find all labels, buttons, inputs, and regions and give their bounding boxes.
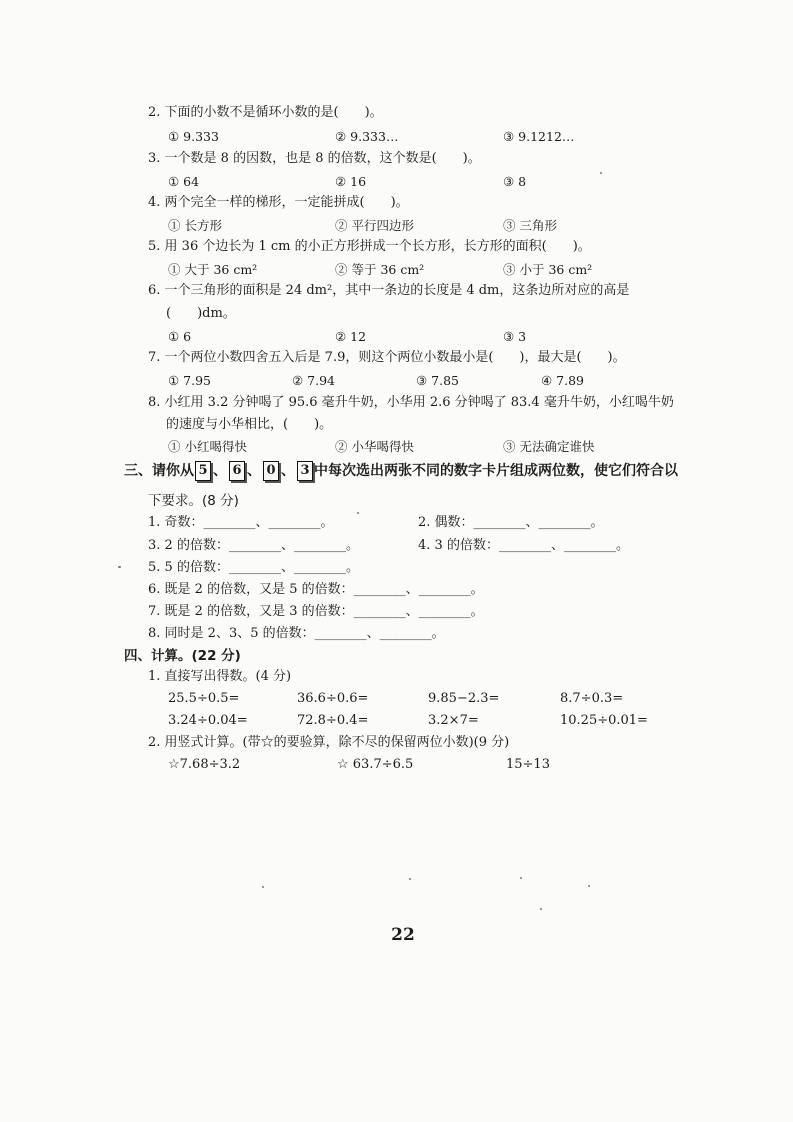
calc-item: 8.7÷0.3= <box>560 691 624 706</box>
scan-speck <box>357 512 359 514</box>
section-3-points: 下要求。(8 分) <box>148 493 239 509</box>
q2-option-3: ③ 9.1212… <box>503 129 575 144</box>
calc-item: 3.24÷0.04= <box>168 713 248 728</box>
section-4-heading <box>124 646 241 666</box>
q5-option-3: ③ 小于 36 cm² <box>503 262 593 277</box>
vertical-calc-item: ☆ 63.7÷6.5 <box>337 757 414 772</box>
sec3-item-8: 8. 同时是 2、3、5 的倍数：________、________。 <box>148 626 445 641</box>
vertical-calc-item: ☆7.68÷3.2 <box>168 757 241 772</box>
page-number: 22 <box>391 925 415 945</box>
scan-speck <box>409 878 411 880</box>
question-4-stem: 4. 两个完全一样的梯形，一定能拼成( )。 <box>148 195 409 210</box>
q4-option-1: ① 长方形 <box>168 218 222 233</box>
calc-item: 9.85−2.3= <box>428 691 500 706</box>
q2-option-2: ② 9.333… <box>335 129 399 144</box>
section-3-prefix: 三、请你从 <box>124 463 194 479</box>
sec3-item-2: 2. 偶数：________、________。 <box>418 515 604 530</box>
scan-speck <box>520 877 522 879</box>
card-separator: 、 <box>213 463 227 479</box>
q3-option-3: ③ 8 <box>503 174 527 189</box>
q6-option-3: ③ 3 <box>503 329 527 344</box>
q2-option-1: ① 9.333 <box>168 129 219 144</box>
calc-item: 25.5÷0.5= <box>168 691 240 706</box>
sec3-item-5: 5. 5 的倍数：________、________。 <box>148 560 359 575</box>
q8-option-1: ① 小红喝得快 <box>168 439 247 454</box>
card-separator: 、 <box>247 463 261 479</box>
digit-card-0: 0 <box>263 461 279 481</box>
calc-item: 10.25÷0.01= <box>560 713 648 728</box>
sec3-item-1: 1. 奇数：________、________。 <box>148 515 334 530</box>
sec3-item-7: 7. 既是 2 的倍数，又是 3 的倍数：________、________。 <box>148 604 484 619</box>
q7-option-3: ③ 7.85 <box>416 373 460 388</box>
section-4-title: 四、计算。(22 分) <box>124 648 241 664</box>
sec3-item-6: 6. 既是 2 的倍数，又是 5 的倍数：________、________。 <box>148 582 484 597</box>
scan-speck <box>588 885 590 887</box>
sec4-part-1-title: 1. 直接写出得数。(4 分) <box>148 669 292 684</box>
digit-card-5: 5 <box>195 461 211 481</box>
scan-speck <box>600 172 602 174</box>
vertical-calc-item: 15÷13 <box>506 757 550 772</box>
section-3-heading <box>124 461 678 481</box>
q8-option-2: ② 小华喝得快 <box>335 439 414 454</box>
calc-item: 72.8÷0.4= <box>297 713 369 728</box>
calc-item: 36.6÷0.6= <box>297 691 369 706</box>
question-8-stem: 8. 小红用 3.2 分钟喝了 95.6 毫升牛奶，小华用 2.6 分钟喝了 83.4 毫升牛奶，小红喝牛奶 <box>148 395 674 410</box>
question-3-stem: 3. 一个数是 8 的因数，也是 8 的倍数，这个数是( )。 <box>148 151 481 166</box>
scan-speck <box>262 886 264 888</box>
question-8-stem-cont: 的速度与小华相比，( )。 <box>166 417 333 432</box>
q3-option-1: ① 64 <box>168 174 200 189</box>
digit-card-6: 6 <box>229 461 245 481</box>
q7-option-2: ② 7.94 <box>292 373 336 388</box>
calc-item: 3.2×7= <box>428 713 479 728</box>
q6-option-2: ② 12 <box>335 329 367 344</box>
scan-speck <box>118 566 121 568</box>
section-3-suffix: 中每次选出两张不同的数字卡片组成两位数，使它们符合以 <box>314 463 678 479</box>
q4-option-3: ③ 三角形 <box>503 218 557 233</box>
question-6-stem-cont: ( )dm。 <box>166 306 236 321</box>
q5-option-1: ① 大于 36 cm² <box>168 262 258 277</box>
q3-option-2: ② 16 <box>335 174 367 189</box>
q5-option-2: ② 等于 36 cm² <box>335 262 425 277</box>
sec3-item-4: 4. 3 的倍数：________、________。 <box>418 538 629 553</box>
q7-option-4: ④ 7.89 <box>541 373 585 388</box>
q6-option-1: ① 6 <box>168 329 192 344</box>
sec4-part-2-title: 2. 用竖式计算。(带☆的要验算，除不尽的保留两位小数)(9 分) <box>148 735 510 750</box>
card-separator: 、 <box>281 463 295 479</box>
question-5-stem: 5. 用 36 个边长为 1 cm 的小正方形拼成一个长方形，长方形的面积( )。 <box>148 239 591 254</box>
question-6-stem: 6. 一个三角形的面积是 24 dm²，其中一条边的长度是 4 dm，这条边所对应的高是 <box>148 283 630 298</box>
q8-option-3: ③ 无法确定谁快 <box>503 439 595 454</box>
sec3-item-3: 3. 2 的倍数：________、________。 <box>148 538 359 553</box>
q4-option-2: ② 平行四边形 <box>335 218 414 233</box>
section-3-heading-cont <box>148 491 239 511</box>
digit-card-3: 3 <box>297 461 313 481</box>
q7-option-1: ① 7.95 <box>168 373 212 388</box>
question-2-stem: 2. 下面的小数不是循环小数的是( )。 <box>148 105 383 120</box>
scan-speck <box>540 908 542 910</box>
question-7-stem: 7. 一个两位小数四舍五入后是 7.9，则这个两位小数最小是( )，最大是( )。 <box>148 350 626 365</box>
